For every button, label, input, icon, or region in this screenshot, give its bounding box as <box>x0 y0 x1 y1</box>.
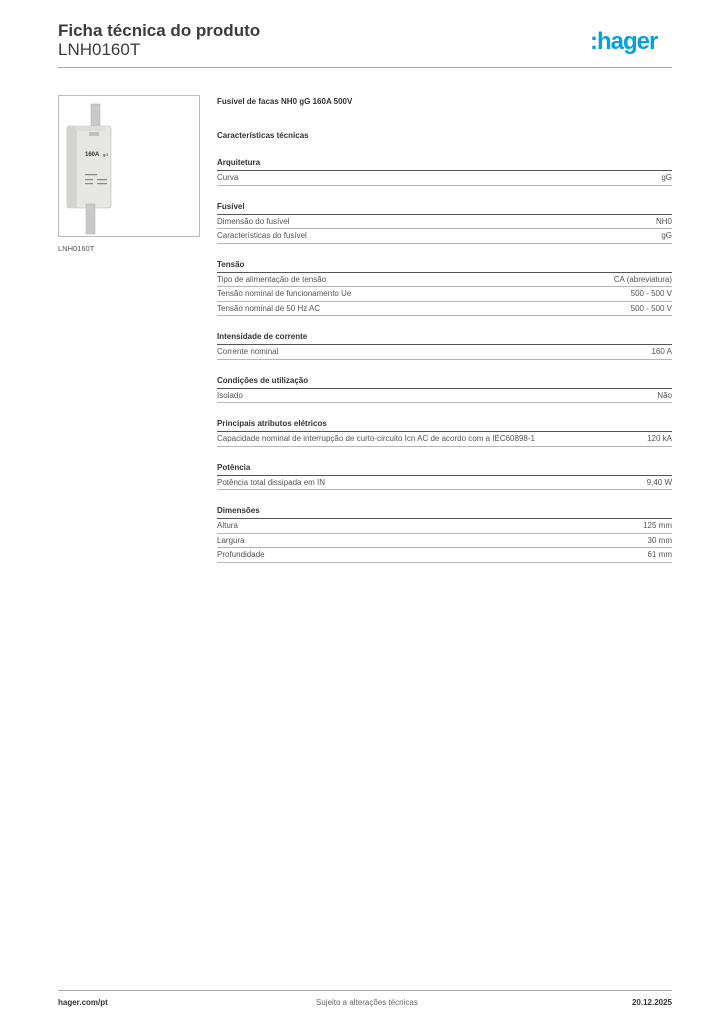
characteristic-value: 500 - 500 V <box>630 303 672 313</box>
characteristic-label: Tipo de alimentação de tensão <box>217 274 327 284</box>
fuse-illustration <box>59 96 199 236</box>
hager-logo <box>590 28 672 56</box>
characteristic-label: Profundidade <box>217 550 265 559</box>
characteristic-value: 125 mm <box>643 521 672 530</box>
characteristic-label: Potência total dissipada em IN <box>217 477 326 487</box>
product-image <box>58 95 200 237</box>
characteristic-row <box>217 229 672 244</box>
characteristic-row <box>217 548 672 563</box>
characteristic-row <box>217 534 672 549</box>
characteristic-row <box>217 345 672 360</box>
footer-note: Sujeito a alterações técnicas <box>316 998 418 1007</box>
characteristics-groups <box>217 157 672 563</box>
characteristic-row <box>217 476 672 491</box>
characteristic-row <box>217 519 672 534</box>
characteristic-value: NH0 <box>655 216 672 226</box>
characteristic-label: Tensão nominal de 50 Hz AC <box>217 303 321 313</box>
product-name: Fusível de facas NH0 gG 160A 500V <box>217 97 353 106</box>
technical-characteristics <box>217 96 672 563</box>
group-title: Condições de utilização <box>217 375 672 389</box>
characteristic-label: Dimensão do fusível <box>217 216 290 226</box>
characteristic-value: CA (abreviatura) <box>613 274 672 284</box>
product-image-caption: LNH0160T <box>58 244 95 253</box>
characteristic-value: 30 mm <box>647 535 672 545</box>
footer-website: hager.com/pt <box>58 998 108 1007</box>
characteristic-label: Tensão nominal de funcionamento Ue <box>217 289 352 298</box>
characteristic-row <box>217 432 672 447</box>
fuse-rating-text: 160A <box>85 152 100 158</box>
characteristic-value: Não <box>657 390 672 400</box>
characteristic-value: 9,40 W <box>646 477 672 487</box>
characteristic-label: Isolado <box>217 390 243 400</box>
group-title: Arquitetura <box>217 157 672 171</box>
group-title: Intensidade de corrente <box>217 331 672 345</box>
characteristic-row <box>217 215 672 230</box>
characteristic-value: gG <box>661 173 672 182</box>
characteristic-label: Características do fusível <box>217 231 307 240</box>
characteristic-value: gG <box>661 231 672 240</box>
group-title: Tensão <box>217 259 672 273</box>
characteristic-row <box>217 287 672 302</box>
fuse-class-text: gG <box>103 152 109 157</box>
characteristic-value: 160 A <box>651 347 672 356</box>
characteristic-label: Altura <box>217 521 238 530</box>
group-title: Principais atributos elétricos <box>217 418 672 432</box>
footer-date: 20.12.2025 <box>631 998 672 1007</box>
characteristic-label: Corrente nominal <box>217 347 279 356</box>
header-divider <box>58 67 672 68</box>
page-title: Ficha técnica do produto <box>58 21 261 40</box>
characteristic-row <box>217 302 672 317</box>
group-title: Dimensões <box>217 505 672 519</box>
group-title: Fusível <box>217 201 672 215</box>
characteristic-value: 61 mm <box>647 550 672 559</box>
product-code: LNH0160T <box>58 40 141 59</box>
characteristic-label: Curva <box>217 173 239 182</box>
characteristic-row <box>217 171 672 186</box>
characteristic-value: 500 - 500 V <box>630 289 672 298</box>
footer-divider <box>58 990 672 991</box>
group-title: Potência <box>217 462 672 476</box>
characteristic-label: Capacidade nominal de interrupção de curto-circuito Icn AC de acordo com a IEC60898-1 <box>217 434 535 443</box>
section-title: Características técnicas <box>217 131 309 140</box>
characteristic-label: Largura <box>217 535 245 545</box>
characteristic-value: 120 kA <box>647 434 672 443</box>
hager-logo-text: :hager <box>590 28 658 55</box>
characteristic-row <box>217 389 672 404</box>
characteristic-row <box>217 273 672 288</box>
